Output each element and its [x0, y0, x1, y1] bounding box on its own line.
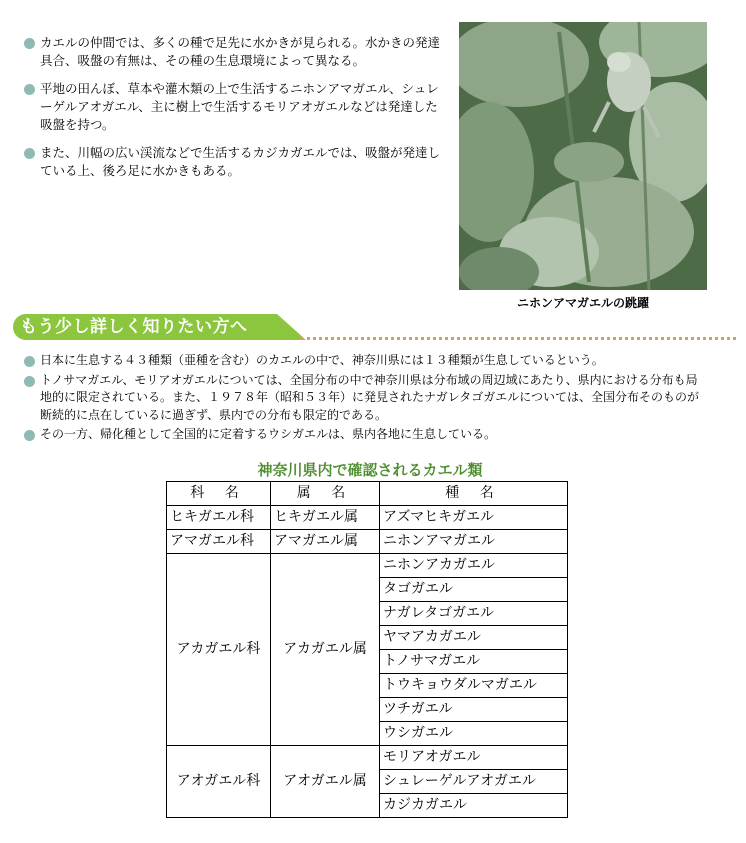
bullet-dot-icon [24, 430, 35, 441]
bullet-dot-icon [24, 84, 35, 95]
genus-cell: アマガエル属 [271, 530, 380, 554]
table-row [167, 554, 568, 578]
species-cell: ナガレタゴガエル [380, 602, 568, 626]
table-row [167, 746, 568, 770]
species-cell: ニホンアマガエル [380, 530, 568, 554]
dotted-divider [300, 337, 736, 340]
family-cell: ヒキガエル科 [167, 506, 271, 530]
species-cell: モリアオガエル [380, 746, 568, 770]
bullet-dot-icon [24, 356, 35, 367]
genus-cell: アカガエル属 [271, 554, 380, 746]
genus-cell: ヒキガエル属 [271, 506, 380, 530]
bullet-dot-icon [24, 376, 35, 387]
bullet-text: トノサマガエル、モリアオガエルについては、全国分布の中で神奈川県は分布域の周辺域にあたり、県内における分布も局地的に限定されている。また、１９７８年（昭和５３年）に発見されたナガレタゴガエルについては、全国分布そのものが断続的に点在しているに過ぎず、県内での分布も限定的である。 [40, 372, 700, 422]
species-cell: ニホンアカガエル [380, 554, 568, 578]
species-cell: トウキョウダルマガエル [380, 674, 568, 698]
family-cell: アマガエル科 [167, 530, 271, 554]
table-title: 神奈川県内で確認されるカエル類 [257, 461, 483, 479]
family-cell: アオガエル科 [167, 746, 271, 818]
genus-cell: アオガエル属 [271, 746, 380, 818]
bullet-dot-icon [24, 148, 35, 159]
detail-bullet-list [24, 352, 704, 446]
bullet-text: カエルの仲間では、多くの種で足先に水かきが見られる。水かきの発達具合、吸盤の有無は、その種の生息環境によって異なる。 [40, 35, 441, 68]
species-cell: ヤマアカガエル [380, 626, 568, 650]
table-row [167, 530, 568, 554]
header-species: 種 名 [380, 482, 568, 506]
species-cell: ツチガエル [380, 698, 568, 722]
list-item [24, 352, 704, 370]
table-row [167, 506, 568, 530]
table-header-row [167, 482, 568, 506]
bullet-text: 日本に生息する４３種類（亜種を含む）のカエルの中で、神奈川県には１３種類が生息しているという。 [40, 353, 604, 367]
species-cell: カジカガエル [380, 794, 568, 818]
section-banner-title: もう少し詳しく知りたい方へ [20, 317, 248, 337]
bullet-dot-icon [24, 38, 35, 49]
header-family: 科 名 [167, 482, 271, 506]
list-item [24, 426, 704, 444]
list-item [24, 144, 444, 180]
bullet-text: 平地の田んぼ、草本や灌木類の上で生活するニホンアマガエル、シュレーゲルアオガエル、主に樹上で生活するモリアオガエルなどは発達した吸盤を持つ。 [40, 81, 439, 132]
frog-species-table [166, 481, 568, 818]
tree-frog-photo [459, 22, 707, 290]
photo-caption: ニホンアマガエルの跳躍 [516, 296, 649, 310]
list-item [24, 34, 444, 70]
species-cell: タゴガエル [380, 578, 568, 602]
species-cell: シュレーゲルアオガエル [380, 770, 568, 794]
species-cell: トノサマガエル [380, 650, 568, 674]
list-item [24, 80, 444, 134]
species-cell: アズマヒキガエル [380, 506, 568, 530]
intro-bullet-list [24, 34, 444, 190]
list-item [24, 372, 704, 425]
species-cell: ウシガエル [380, 722, 568, 746]
family-cell: アカガエル科 [167, 554, 271, 746]
leaf-photo-illustration [459, 22, 707, 290]
header-genus: 属 名 [271, 482, 380, 506]
bullet-text: その一方、帰化種として全国的に定着するウシガエルは、県内各地に生息している。 [40, 427, 497, 441]
bullet-text: また、川幅の広い渓流などで生活するカジカガエルでは、吸盤が発達している上、後ろ足に水かきもある。 [40, 145, 441, 178]
